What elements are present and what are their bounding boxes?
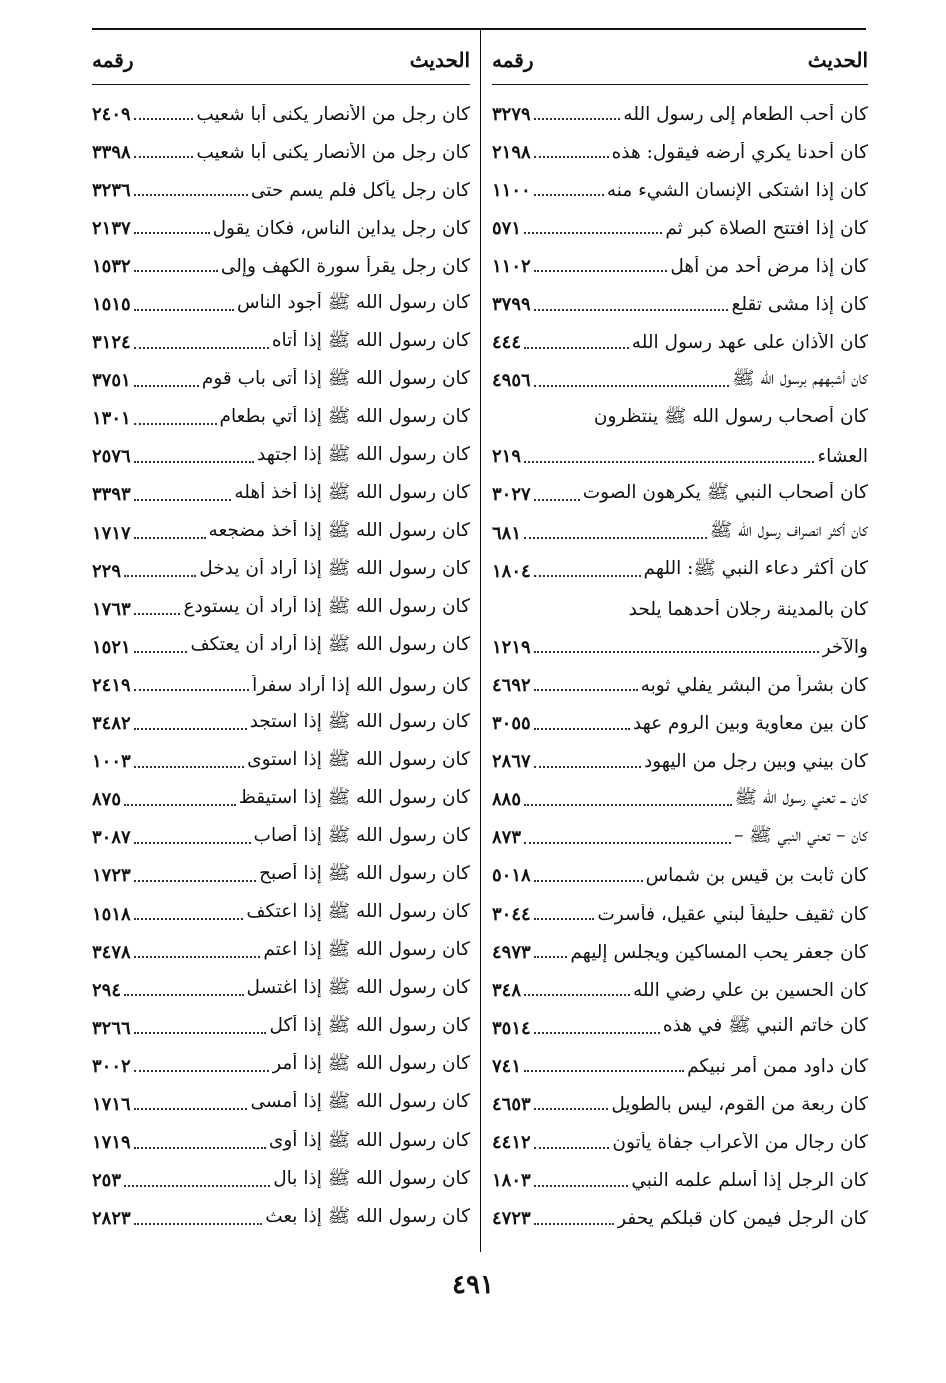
entry-number: ١٥٢١ [92, 636, 131, 658]
entry-number: ٢١٣٧ [92, 217, 131, 239]
leader-dots [124, 804, 236, 806]
entry-number: ١٧١٩ [92, 1132, 131, 1154]
entry-number: ٣٣٩٨ [92, 141, 131, 163]
entry-number: ٣٢٧٩ [492, 103, 531, 125]
entry-text: كان الأذان على عهد رسول الله [631, 332, 868, 354]
index-entry [92, 933, 470, 971]
leader-dots [534, 1147, 610, 1149]
leader-dots [134, 347, 269, 349]
leader-dots [134, 385, 199, 387]
hadith-header: الحديث [807, 48, 868, 72]
leader-dots [124, 1185, 270, 1187]
entry-text: كان رجل من الأنصار يكنى أبا شعيب [196, 141, 470, 163]
entry-number: ٣٠٠٢ [92, 1055, 131, 1077]
entry-number: ٣٠٢٧ [492, 484, 531, 506]
index-entry [92, 133, 470, 171]
entry-number: ٤٤١٢ [492, 1132, 531, 1154]
entry-number: ٥٠١٨ [492, 865, 531, 887]
entry-number: ٤٩٥٦ [492, 370, 531, 392]
entry-number: ٤٩٧٣ [492, 941, 531, 963]
entry-number: ١٥١٥ [92, 294, 131, 316]
entry-text: كان رسول الله إذا أراد سفراً [252, 674, 470, 696]
leader-dots [134, 194, 248, 196]
leader-dots [134, 461, 254, 463]
leader-dots [534, 956, 568, 958]
entry-number: ٢٩٤ [92, 979, 122, 1001]
leader-dots [124, 575, 196, 577]
index-entry [92, 819, 470, 857]
number-header: رقمه [492, 48, 534, 72]
index-entry [92, 285, 470, 323]
leader-dots [524, 842, 731, 844]
entry-number: ١٠٠٣ [92, 751, 131, 773]
leader-dots [534, 1032, 660, 1034]
entry-text: كان أصحاب النبي ﷺ يكرهون الصوت [582, 481, 868, 503]
entry-number: ٥٧١ [492, 217, 522, 239]
index-entry [492, 247, 868, 285]
index-entry [92, 438, 470, 476]
entry-number: ٣٠٨٧ [92, 827, 131, 849]
entry-text: كان جعفر يحب المساكين ويجلس إليهم [570, 941, 868, 963]
index-entry [492, 857, 868, 895]
leader-dots [534, 766, 641, 768]
entry-text: كان رجل يداين الناس، فكان يقول [212, 217, 470, 239]
index-entry [92, 743, 470, 781]
leader-dots [134, 1070, 270, 1072]
index-entry [492, 628, 868, 666]
entry-number: ٢٨٢٣ [92, 1208, 131, 1230]
entry-text: كان الرجل إذا أسلم علمه النبي [631, 1170, 868, 1192]
index-entry [92, 552, 470, 590]
entry-text: كان أحدنا يكري أرضه فيقول: هذه [611, 141, 868, 163]
entry-text: كان رسول الله ﷺ إذا أراد أن يعتكف [190, 634, 470, 656]
index-entry [492, 209, 868, 247]
right-column [492, 40, 868, 1238]
entry-number: ١٥٣٢ [92, 255, 131, 277]
leader-dots [534, 194, 604, 196]
entry-text: كان رسول الله ﷺ إذا أصبح [259, 862, 470, 884]
leader-dots [134, 689, 249, 691]
leader-dots [524, 347, 629, 349]
entry-text: كان رجل من الأنصار يكنى أبا شعيب [196, 103, 470, 125]
column-divider [480, 30, 481, 1252]
entry-text: كان رسول الله ﷺ إذا اغتسل [246, 977, 470, 999]
index-entry [492, 400, 868, 438]
index-entry [92, 1085, 470, 1123]
leader-dots [134, 766, 245, 768]
entry-number: ٣٠٥٥ [492, 713, 531, 735]
index-entry [492, 895, 868, 933]
leader-dots [534, 575, 641, 577]
entry-text: كان رسول الله ﷺ إذا استجد [249, 710, 470, 732]
entry-text: كان رسول الله ﷺ إذا أخذ مضجعه [208, 520, 470, 542]
entry-text: كان رسول الله ﷺ إذا بعث [265, 1205, 470, 1227]
leader-dots [134, 651, 188, 653]
entry-number: ١١٠٢ [492, 255, 531, 277]
leader-dots [124, 994, 244, 996]
page-number: ٤٩١ [452, 1270, 494, 1300]
leader-dots [134, 880, 256, 882]
index-entry [492, 285, 868, 323]
right-column-header [492, 40, 868, 80]
entry-number: ١٣٠١ [92, 408, 131, 430]
entry-number: ٢٤٠٩ [92, 103, 131, 125]
entry-text: كان رسول الله ﷺ إذا استيقظ [238, 786, 470, 808]
entry-text: كان بين معاوية وبين الروم عهد [632, 713, 868, 735]
entry-text: كان رسول الله ﷺ إذا بال [273, 1167, 470, 1189]
entry-text: كان رسول الله ﷺ إذا أكل [269, 1015, 470, 1037]
index-entry [92, 705, 470, 743]
leader-dots [134, 1223, 263, 1225]
index-entry [92, 857, 470, 895]
entry-number: ١٢١٩ [492, 636, 531, 658]
index-entry [492, 438, 868, 476]
entry-text: كان رسول الله ﷺ إذا أمسى [250, 1091, 470, 1113]
index-entry [492, 933, 868, 971]
index-entry [492, 781, 868, 819]
index-entry [92, 400, 470, 438]
leader-dots [524, 804, 732, 806]
index-entry [492, 666, 868, 704]
leader-dots [534, 499, 580, 501]
entry-number: ١٧١٦ [92, 1093, 131, 1115]
right-entry-list [492, 95, 868, 1238]
leader-dots [134, 918, 244, 920]
entry-number: ١٨٠٣ [492, 1170, 531, 1192]
index-entry [92, 1162, 470, 1200]
entry-text: كان أشبههم برسول الله ﷺ [732, 367, 868, 389]
header-rule [92, 84, 470, 85]
entry-number: ٣٧٥١ [92, 370, 131, 392]
leader-dots [524, 994, 630, 996]
number-header: رقمه [92, 48, 134, 72]
entry-text: كان الحسين بن علي رضي الله [632, 979, 868, 1001]
leader-dots [134, 1032, 267, 1034]
entry-number: ١١٠٠ [492, 179, 531, 201]
leader-dots [524, 1070, 684, 1072]
entry-number: ٤٦٥٣ [492, 1093, 531, 1115]
entry-text: والآخر [821, 636, 868, 658]
entry-text: كان رسول الله ﷺ إذا اعتكف [246, 901, 470, 923]
index-entry [92, 666, 470, 704]
leader-dots [534, 689, 638, 691]
leader-dots [534, 728, 630, 730]
index-entry [92, 781, 470, 819]
index-entry [492, 1124, 868, 1162]
entry-number: ٣٥١٤ [492, 1017, 531, 1039]
entry-number: ٣٤٨ [492, 979, 522, 1001]
index-entry [92, 1047, 470, 1085]
entry-number: ١٧٢٣ [92, 865, 131, 887]
header-rule [492, 84, 868, 85]
index-entry [92, 1124, 470, 1162]
entry-number: ١٨٠٤ [492, 560, 531, 582]
index-entry [92, 209, 470, 247]
entry-number: ١٧١٧ [92, 522, 131, 544]
leader-dots [534, 385, 729, 387]
entry-text: كان رجل يقرأ سورة الكهف وإلى [220, 255, 470, 277]
index-entry [492, 590, 868, 628]
leader-dots [524, 461, 814, 463]
entry-text: كان إذا مشى تقلع [731, 294, 868, 316]
index-entry [492, 1162, 868, 1200]
index-entry [492, 514, 868, 552]
entry-text: كان ربعة من القوم، ليس بالطويل [611, 1093, 868, 1115]
entry-number: ٢٥٧٦ [92, 446, 131, 468]
entry-text: كان رسول الله ﷺ إذا أصاب [253, 824, 470, 846]
entry-text: كان رسول الله ﷺ إذا أخذ أهله [234, 481, 470, 503]
entry-text: كان رسول الله ﷺ إذا اعتم [263, 939, 470, 961]
hadith-header: الحديث [409, 48, 470, 72]
top-rule [92, 28, 866, 30]
entry-text: كان رسول الله ﷺ إذا اجتهد [257, 443, 470, 465]
entry-text: كان بالمدينة رجلان أحدهما يلحد [628, 598, 868, 620]
index-entry [492, 95, 868, 133]
leader-dots [534, 880, 643, 882]
entry-text: كان ــ تعني رسول الله ﷺ [734, 786, 868, 808]
entry-number: ٣٣٩٣ [92, 484, 131, 506]
entry-text: كان خاتم النبي ﷺ في هذه [662, 1015, 868, 1037]
entry-number: ٣٧٩٩ [492, 294, 531, 316]
index-entry [492, 133, 868, 171]
leader-dots [524, 232, 662, 234]
entry-text: كان رسول الله ﷺ إذا أراد أن يدخل [199, 558, 470, 580]
entry-text: كان إذا اشتكى الإنسان الشيء منه [606, 179, 868, 201]
entry-number: ٨٨٥ [492, 789, 522, 811]
left-entry-list [92, 95, 470, 1238]
leader-dots [134, 1147, 266, 1149]
leader-dots [534, 1108, 609, 1110]
entry-text: كان رسول الله ﷺ إذا أوى [268, 1129, 470, 1151]
leader-dots [134, 956, 261, 958]
index-entry [92, 171, 470, 209]
index-entry [92, 628, 470, 666]
index-entry [92, 895, 470, 933]
leader-dots [534, 1223, 614, 1225]
entry-text: كان بشراً من البشر يفلي ثوبه [640, 674, 868, 696]
entry-text: كان أحب الطعام إلى رسول الله [623, 103, 868, 125]
leader-dots [134, 728, 247, 730]
entry-text: كان رسول الله ﷺ إذا أتي بطعام [219, 405, 470, 427]
entry-number: ٣٤٧٨ [92, 941, 131, 963]
index-entry [492, 1085, 868, 1123]
index-entry [92, 590, 470, 628]
entry-text: كان رجل يأكل فلم يسم حتى [250, 179, 470, 201]
index-entry [92, 476, 470, 514]
index-entry [92, 362, 470, 400]
index-entry [92, 95, 470, 133]
entry-number: ٣٢٦٦ [92, 1017, 131, 1039]
index-entry [92, 247, 470, 285]
left-column [92, 40, 470, 1238]
leader-dots [534, 118, 621, 120]
entry-number: ٤٦٩٢ [492, 674, 531, 696]
leader-dots [134, 423, 217, 425]
entry-number: ٢١٩٨ [492, 141, 531, 163]
index-entry [92, 324, 470, 362]
leader-dots [534, 156, 609, 158]
entry-number: ١٥١٨ [92, 903, 131, 925]
entry-number: ٤٧٢٣ [492, 1208, 531, 1230]
entry-text: كان الرجل فيمن كان قبلكم يحفر [617, 1208, 868, 1230]
index-entry [492, 362, 868, 400]
index-entry [492, 819, 868, 857]
index-entry [492, 1009, 868, 1047]
leader-dots [134, 232, 210, 234]
entry-text: كان داود ممن أمر نبيكم [687, 1055, 868, 1077]
index-entry [92, 514, 470, 552]
leader-dots [134, 309, 234, 311]
index-entry [492, 705, 868, 743]
entry-number: ٣٢٣٦ [92, 179, 131, 201]
entry-text: كان رجال من الأعراب جفاة يأتون [612, 1132, 868, 1154]
index-entry [92, 971, 470, 1009]
entry-number: ٣١٢٤ [92, 332, 131, 354]
index-entry [492, 476, 868, 514]
left-column-header [92, 40, 470, 80]
leader-dots [134, 1108, 248, 1110]
entry-number: ٨٧٥ [92, 789, 122, 811]
entry-text: كان إذا افتتح الصلاة كبر ثم [665, 217, 868, 239]
entry-number: ٢١٩ [492, 446, 522, 468]
entry-number: ٢٢٩ [92, 560, 122, 582]
leader-dots [134, 499, 232, 501]
entry-text: كان أصحاب رسول الله ﷺ ينتظرون [593, 405, 868, 427]
index-entry [92, 1200, 470, 1238]
leader-dots [134, 270, 218, 272]
entry-number: ١٧٦٣ [92, 598, 131, 620]
entry-number: ٢٤١٩ [92, 674, 131, 696]
entry-text: العشاء [817, 446, 868, 468]
entry-text: كان رسول الله ﷺ إذا أمر [272, 1053, 470, 1075]
entry-text: كان ثقيف حليفاً لبني عقيل، فأسرت [597, 903, 868, 925]
leader-dots [134, 537, 206, 539]
entry-number: ٢٨٦٧ [492, 751, 531, 773]
leader-dots [534, 309, 729, 311]
entry-number: ٨٧٣ [492, 827, 522, 849]
leader-dots [534, 918, 595, 920]
leader-dots [524, 537, 707, 539]
leader-dots [534, 270, 668, 272]
entry-text: كان رسول الله ﷺ إذا استوى [247, 748, 470, 770]
entry-text: كان بيني وبين رجل من اليهود [644, 751, 868, 773]
entry-number: ٤٤٤ [492, 332, 522, 354]
leader-dots [134, 842, 251, 844]
entry-text: كان إذا مرض أحد من أهل [670, 255, 868, 277]
index-entry [492, 324, 868, 362]
entry-number: ٦٨١ [492, 522, 522, 544]
entry-number: ٢٥٣ [92, 1170, 122, 1192]
entry-text: كان ثابت بن قيس بن شماس [645, 865, 868, 887]
entry-text: كان – تعني النبي ﷺ – [734, 824, 868, 846]
leader-dots [134, 613, 181, 615]
index-entry [492, 1200, 868, 1238]
entry-number: ٧٤١ [492, 1055, 522, 1077]
entry-text: كان أكثر دعاء النبي ﷺ: اللهم [643, 558, 868, 580]
entry-text: كان رسول الله ﷺ إذا أراد أن يستودع [183, 596, 470, 618]
index-entry [492, 743, 868, 781]
entry-text: كان رسول الله ﷺ إذا أتاه [271, 329, 470, 351]
index-entry [492, 171, 868, 209]
leader-dots [134, 118, 194, 120]
leader-dots [134, 156, 194, 158]
entry-text: كان رسول الله ﷺ إذا أتى باب قوم [201, 367, 470, 389]
leader-dots [534, 651, 819, 653]
index-entry [492, 552, 868, 590]
entry-number: ٣٤٨٢ [92, 713, 131, 735]
index-entry [92, 1009, 470, 1047]
entry-text: كان أكثر انصراف رسول الله ﷺ [709, 520, 868, 542]
entry-number: ٣٠٤٤ [492, 903, 531, 925]
index-entry [492, 1047, 868, 1085]
entry-text: كان رسول الله ﷺ أجود الناس [237, 291, 470, 313]
leader-dots [534, 1185, 629, 1187]
index-entry [492, 971, 868, 1009]
